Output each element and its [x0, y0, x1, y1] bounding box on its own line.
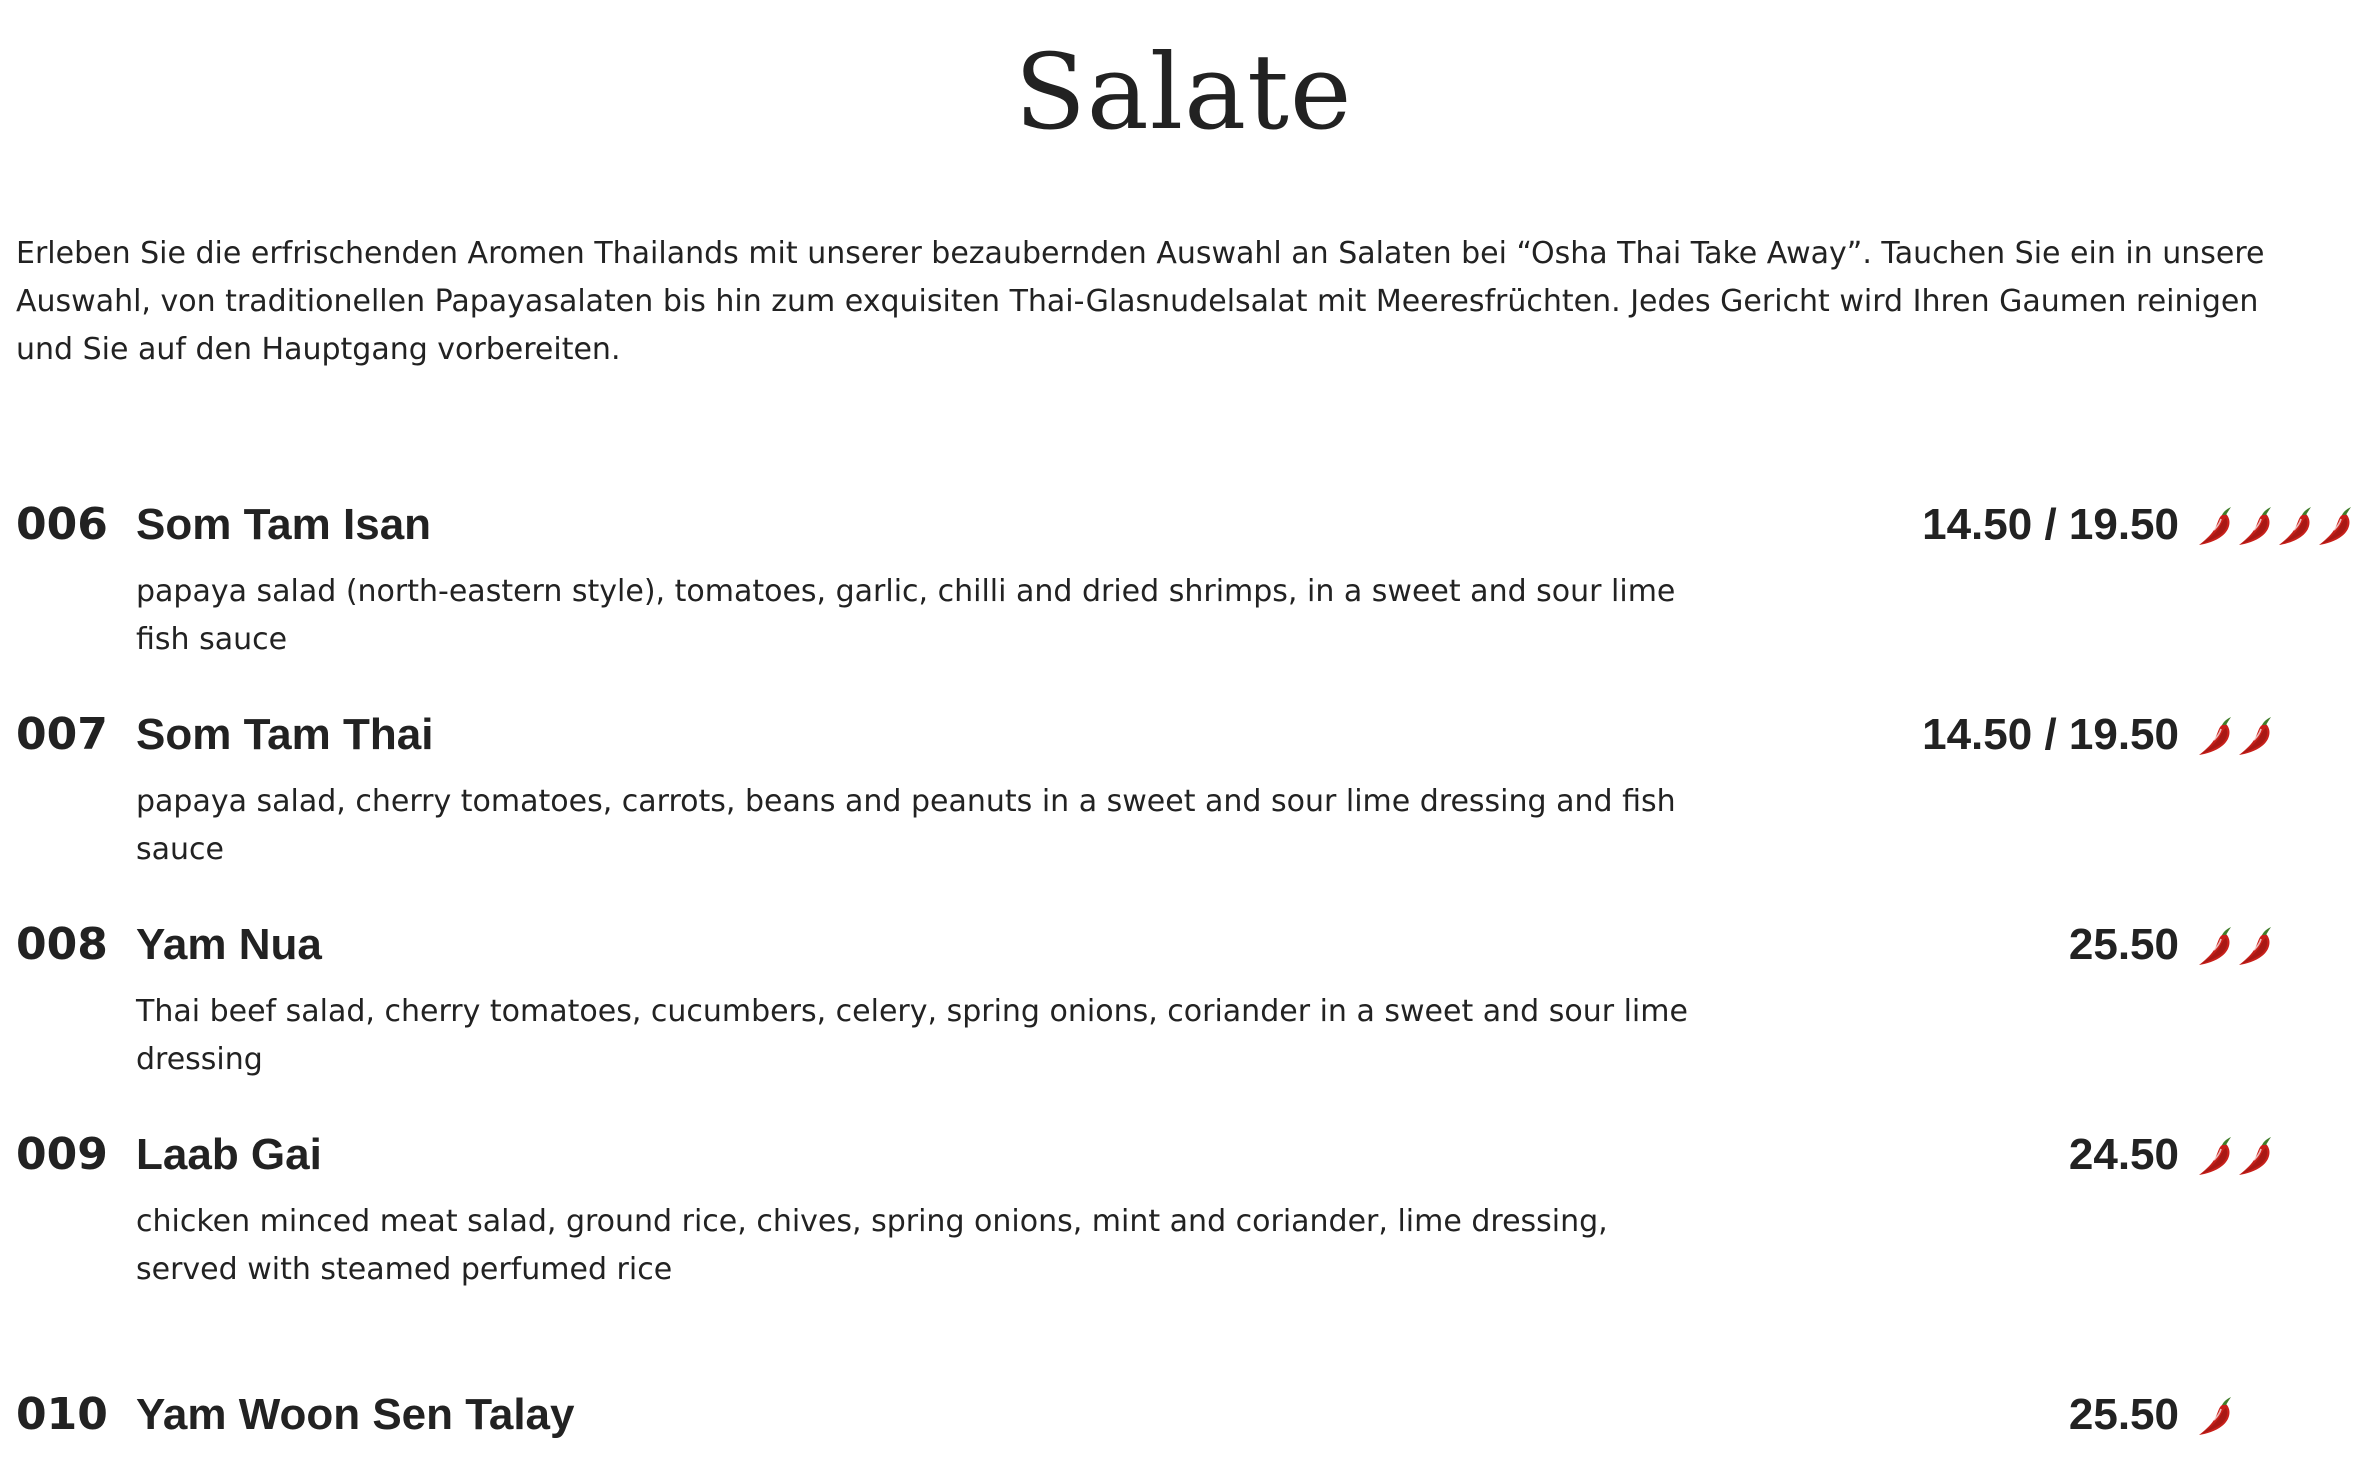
chili-pepper-icon	[2236, 1134, 2276, 1178]
intro-text: Erleben Sie die erfrischenden Aromen Thailands mit unserer bezaubernden Auswahl an Salaten bei “Osha Thai Take Away”. Tauchen Sie ein in unsere Auswahl, von traditionellen Papayasalaten bis hin zum exquisiten Thai-Glasnudelsalat mit Meeresfrüchten. Jedes Gericht wird Ihren Gaumen reinigen und Sie auf den Hauptgang vorbereiten.	[16, 236, 2265, 367]
item-price: 14.50 / 19.50	[1922, 500, 2179, 549]
item-price: 24.50	[2068, 1130, 2179, 1179]
item-number: 009	[16, 1129, 108, 1180]
page-title: Salate	[1014, 31, 1353, 153]
item-name: Som Tam Thai	[136, 710, 434, 759]
menu-item-header	[0, 910, 2367, 980]
menu-list	[0, 490, 2367, 1459]
item-name: Yam Nua	[136, 920, 322, 969]
chili-pepper-icon	[2196, 1134, 2236, 1178]
item-number: 007	[16, 709, 108, 760]
spice-rating	[2196, 924, 2276, 968]
item-price: 25.50	[2068, 1390, 2179, 1439]
menu-item-008	[0, 910, 2367, 1120]
chili-pepper-icon	[2236, 504, 2276, 548]
item-name: Som Tam Isan	[136, 500, 432, 549]
chili-pepper-icon	[2276, 504, 2316, 548]
item-description: papaya salad (north-eastern style), tomatoes, garlic, chilli and dried shrimps, in a sweet and sour lime fish sauce	[136, 574, 1676, 657]
item-description: Thai beef salad, cherry tomatoes, cucumbers, celery, spring onions, coriander in a sweet and sour lime dressing	[136, 994, 1688, 1077]
spice-rating	[2196, 504, 2356, 548]
item-description: chicken minced meat salad, ground rice, chives, spring onions, mint and coriander, lime dressing, served with steamed perfumed rice	[136, 1204, 1608, 1287]
chili-pepper-icon	[2316, 504, 2356, 548]
chili-pepper-icon	[2196, 504, 2236, 548]
spice-rating	[2196, 714, 2276, 758]
item-description: papaya salad, cherry tomatoes, carrots, beans and peanuts in a sweet and sour lime dressing and fish sauce	[136, 784, 1676, 867]
menu-item-007	[0, 700, 2367, 910]
item-price: 14.50 / 19.50	[1922, 710, 2179, 759]
chili-pepper-icon	[2236, 714, 2276, 758]
menu-item-009	[0, 1120, 2367, 1380]
chili-pepper-icon	[2196, 924, 2236, 968]
spice-rating	[2196, 1394, 2236, 1438]
item-number: 008	[16, 919, 108, 970]
chili-pepper-icon	[2196, 714, 2236, 758]
chili-pepper-icon	[2196, 1394, 2236, 1438]
menu-item-header	[0, 700, 2367, 770]
menu-item-header	[0, 1120, 2367, 1190]
menu-item-header	[0, 1380, 2367, 1450]
chili-pepper-icon	[2236, 924, 2276, 968]
item-name: Yam Woon Sen Talay	[136, 1390, 575, 1439]
item-number: 010	[16, 1389, 108, 1440]
menu-item-header	[0, 490, 2367, 560]
item-number: 006	[16, 499, 108, 550]
menu-item-010	[0, 1380, 2367, 1459]
spice-rating	[2196, 1134, 2276, 1178]
item-name: Laab Gai	[136, 1130, 322, 1179]
item-price: 25.50	[2068, 920, 2179, 969]
menu-item-006	[0, 490, 2367, 700]
